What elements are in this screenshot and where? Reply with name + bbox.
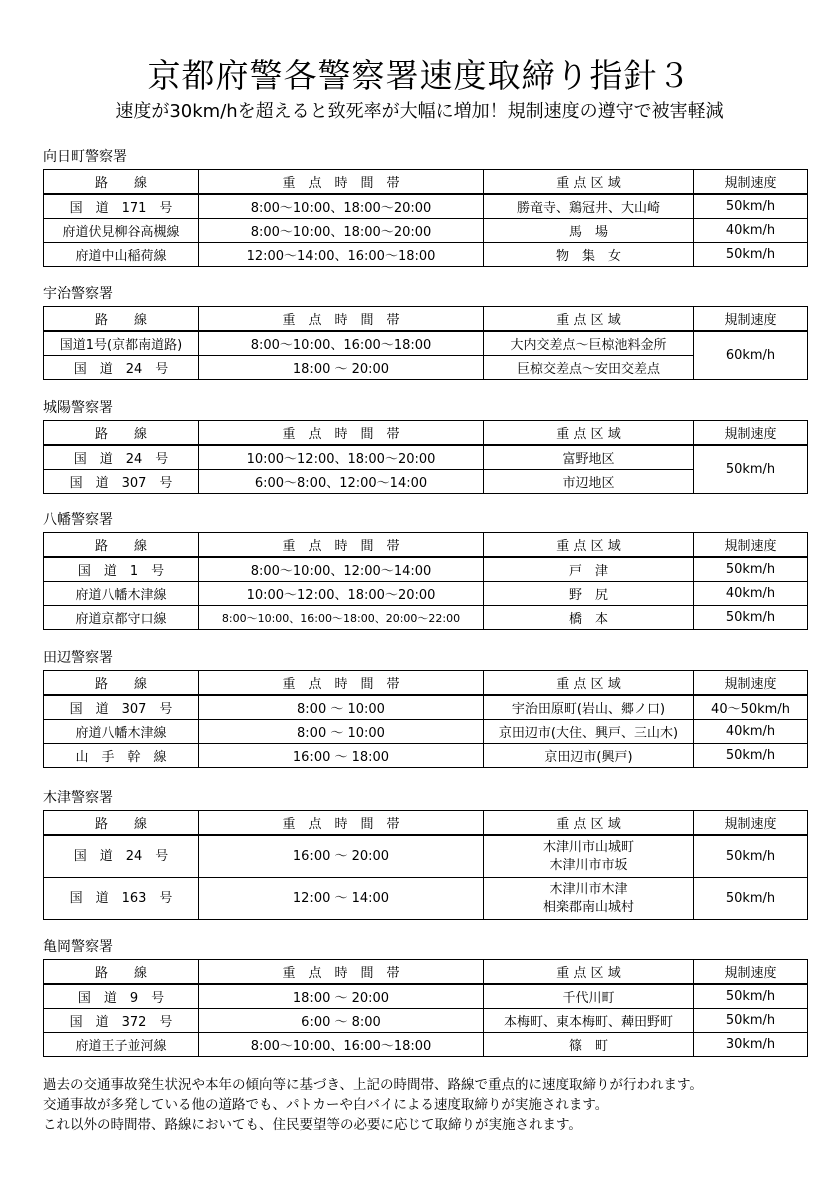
station-name: 向日町警察署	[43, 149, 127, 165]
note-line: 交通事故が多発している他の道路でも、パトカーや白バイによる速度取締りが実施されます。	[43, 1097, 609, 1113]
limit-cell: 50km/h	[694, 194, 808, 219]
header-route: 路 線	[44, 307, 199, 332]
area-cell: 篠 町	[484, 1033, 694, 1057]
route-cell: 山 手 幹 線	[44, 744, 199, 768]
header-time: 重 点 時 間 帯	[199, 960, 484, 985]
header-route: 路 線	[44, 421, 199, 446]
area-cell: 市辺地区	[484, 470, 694, 494]
limit-cell: 40km/h	[694, 582, 808, 606]
route-cell: 国 道 24 号	[44, 356, 199, 380]
page-subtitle: 速度が30km/hを超えると致死率が大幅に増加！規制速度の遵守で被害軽減	[115, 101, 724, 122]
station-name: 亀岡警察署	[43, 939, 113, 955]
route-cell: 国 道 1 号	[44, 557, 199, 582]
area-cell: 大内交差点～巨椋池料金所	[484, 331, 694, 356]
route-cell: 国 道 163 号	[44, 878, 199, 920]
header-time: 重 点 時 間 帯	[199, 671, 484, 696]
route-cell: 府道王子並河線	[44, 1033, 199, 1057]
limit-cell: 40km/h	[694, 720, 808, 744]
limit-cell: 50km/h	[694, 243, 808, 267]
speed-table	[43, 169, 808, 267]
time-cell: 16:00 ～ 20:00	[199, 835, 484, 878]
table-row	[44, 445, 808, 470]
header-area: 重 点 区 域	[484, 307, 694, 332]
time-cell: 12:00 ～ 14:00	[199, 878, 484, 920]
table-row	[44, 744, 808, 768]
note-line: 過去の交通事故発生状況や本年の傾向等に基づき、上記の時間帯、路線で重点的に速度取締りが行われます。	[43, 1077, 703, 1093]
area-cell: 富野地区	[484, 445, 694, 470]
limit-cell: 50km/h	[694, 557, 808, 582]
table-header-row	[44, 960, 808, 985]
time-cell: 8:00～10:00、16:00～18:00	[199, 331, 484, 356]
table-header-row	[44, 671, 808, 696]
area-cell: 京田辺市(大住、興戸、三山木)	[484, 720, 694, 744]
time-cell: 18:00 ～ 20:00	[199, 356, 484, 380]
header-limit: 規制速度	[694, 170, 808, 195]
station-name: 宇治警察署	[43, 286, 113, 302]
route-cell: 国 道 9 号	[44, 984, 199, 1009]
route-cell: 国 道 307 号	[44, 470, 199, 494]
route-cell: 府道中山稲荷線	[44, 243, 199, 267]
limit-cell: 40～50km/h	[694, 695, 808, 720]
station-kameoka	[43, 938, 823, 1057]
speed-table	[43, 532, 808, 630]
area-cell: 宇治田原町(岩山、郷ノ口)	[484, 695, 694, 720]
area-line-1: 木津川市山城町	[542, 839, 634, 855]
table-row	[44, 557, 808, 582]
area-cell: 戸 津	[484, 557, 694, 582]
table-row	[44, 606, 808, 630]
station-name: 八幡警察署	[43, 512, 113, 528]
table-header-row	[44, 170, 808, 195]
header-area: 重 点 区 域	[484, 960, 694, 985]
area-cell: 千代川町	[484, 984, 694, 1009]
time-cell: 16:00 ～ 18:00	[199, 744, 484, 768]
area-cell: 馬 場	[484, 219, 694, 243]
table-header-row	[44, 421, 808, 446]
route-cell: 国 道 24 号	[44, 835, 199, 878]
area-cell	[484, 878, 694, 920]
route-cell: 国 道 307 号	[44, 695, 199, 720]
route-cell: 府道京都守口線	[44, 606, 199, 630]
table-row	[44, 582, 808, 606]
time-cell: 18:00 ～ 20:00	[199, 984, 484, 1009]
station-kizu	[43, 789, 823, 920]
header-area: 重 点 区 域	[484, 533, 694, 558]
speed-table	[43, 420, 808, 494]
speed-table	[43, 810, 808, 920]
table-row	[44, 1009, 808, 1033]
header-time: 重 点 時 間 帯	[199, 170, 484, 195]
speed-table	[43, 670, 808, 768]
header-limit: 規制速度	[694, 307, 808, 332]
header-route: 路 線	[44, 170, 199, 195]
area-cell: 野 尻	[484, 582, 694, 606]
header-route: 路 線	[44, 671, 199, 696]
station-joyo	[43, 399, 823, 494]
header-area: 重 点 区 域	[484, 421, 694, 446]
limit-cell: 50km/h	[694, 984, 808, 1009]
limit-cell: 50km/h	[694, 878, 808, 920]
header-limit: 規制速度	[694, 960, 808, 985]
station-name: 城陽警察署	[43, 400, 113, 416]
limit-cell: 50km/h	[694, 744, 808, 768]
notes	[43, 1075, 823, 1135]
station-tanabe	[43, 649, 823, 768]
area-cell: 橋 本	[484, 606, 694, 630]
time-cell: 10:00～12:00、18:00～20:00	[199, 582, 484, 606]
header-route: 路 線	[44, 811, 199, 836]
header-limit: 規制速度	[694, 811, 808, 836]
limit-cell: 50km/h	[694, 445, 808, 494]
table-row	[44, 835, 808, 878]
header-time: 重 点 時 間 帯	[199, 533, 484, 558]
area-line-2: 相楽郡南山城村	[542, 899, 634, 915]
time-cell: 12:00～14:00、16:00～18:00	[199, 243, 484, 267]
header-area: 重 点 区 域	[484, 671, 694, 696]
header-route: 路 線	[44, 533, 199, 558]
table-row	[44, 243, 808, 267]
header-time: 重 点 時 間 帯	[199, 421, 484, 446]
area-line-2: 木津川市市坂	[549, 857, 628, 873]
table-header-row	[44, 307, 808, 332]
station-name: 田辺警察署	[43, 650, 113, 666]
table-header-row	[44, 811, 808, 836]
time-cell: 8:00 ～ 10:00	[199, 720, 484, 744]
time-cell: 10:00～12:00、18:00～20:00	[199, 445, 484, 470]
route-cell: 府道八幡木津線	[44, 582, 199, 606]
table-row	[44, 878, 808, 920]
table-row	[44, 1033, 808, 1057]
area-cell: 物 集 女	[484, 243, 694, 267]
limit-cell: 40km/h	[694, 219, 808, 243]
time-cell: 8:00～10:00、16:00～18:00、20:00～22:00	[199, 606, 484, 630]
route-cell: 府道伏見柳谷高槻線	[44, 219, 199, 243]
time-cell: 8:00～10:00、18:00～20:00	[199, 194, 484, 219]
station-mukomachi	[43, 148, 823, 267]
table-row	[44, 194, 808, 219]
header-area: 重 点 区 域	[484, 170, 694, 195]
note-line: これ以外の時間帯、路線においても、住民要望等の必要に応じて取締りが実施されます。	[43, 1117, 582, 1133]
limit-cell: 50km/h	[694, 606, 808, 630]
speed-table	[43, 959, 808, 1057]
area-line-1: 木津川市木津	[549, 881, 628, 897]
time-cell: 8:00 ～ 10:00	[199, 695, 484, 720]
area-cell: 巨椋交差点～安田交差点	[484, 356, 694, 380]
route-cell: 府道八幡木津線	[44, 720, 199, 744]
table-row	[44, 331, 808, 356]
table-row	[44, 356, 808, 380]
limit-cell: 50km/h	[694, 1009, 808, 1033]
route-cell: 国 道 372 号	[44, 1009, 199, 1033]
route-cell: 国道1号(京都南道路)	[44, 331, 199, 356]
area-cell	[484, 835, 694, 878]
header-limit: 規制速度	[694, 671, 808, 696]
route-cell: 国 道 171 号	[44, 194, 199, 219]
header-time: 重 点 時 間 帯	[199, 307, 484, 332]
table-row	[44, 984, 808, 1009]
header-limit: 規制速度	[694, 533, 808, 558]
table-row	[44, 470, 808, 494]
area-cell: 本梅町、東本梅町、薭田野町	[484, 1009, 694, 1033]
time-cell: 8:00～10:00、12:00～14:00	[199, 557, 484, 582]
time-cell: 8:00～10:00、18:00～20:00	[199, 219, 484, 243]
header-route: 路 線	[44, 960, 199, 985]
header-limit: 規制速度	[694, 421, 808, 446]
station-uji	[43, 285, 823, 380]
route-cell: 国 道 24 号	[44, 445, 199, 470]
limit-cell: 50km/h	[694, 835, 808, 878]
station-name: 木津警察署	[43, 790, 113, 806]
header-area: 重 点 区 域	[484, 811, 694, 836]
page-title: 京都府警各警察署速度取締り指針３	[147, 56, 692, 95]
table-row	[44, 695, 808, 720]
area-cell: 京田辺市(興戸)	[484, 744, 694, 768]
time-cell: 6:00 ～ 8:00	[199, 1009, 484, 1033]
table-row	[44, 720, 808, 744]
speed-table	[43, 306, 808, 380]
station-yawata	[43, 511, 823, 630]
time-cell: 8:00～10:00、16:00～18:00	[199, 1033, 484, 1057]
area-cell: 勝竜寺、鶏冠井、大山崎	[484, 194, 694, 219]
header-time: 重 点 時 間 帯	[199, 811, 484, 836]
limit-cell: 30km/h	[694, 1033, 808, 1057]
limit-cell: 60km/h	[694, 331, 808, 380]
table-header-row	[44, 533, 808, 558]
time-cell: 6:00～8:00、12:00～14:00	[199, 470, 484, 494]
table-row	[44, 219, 808, 243]
